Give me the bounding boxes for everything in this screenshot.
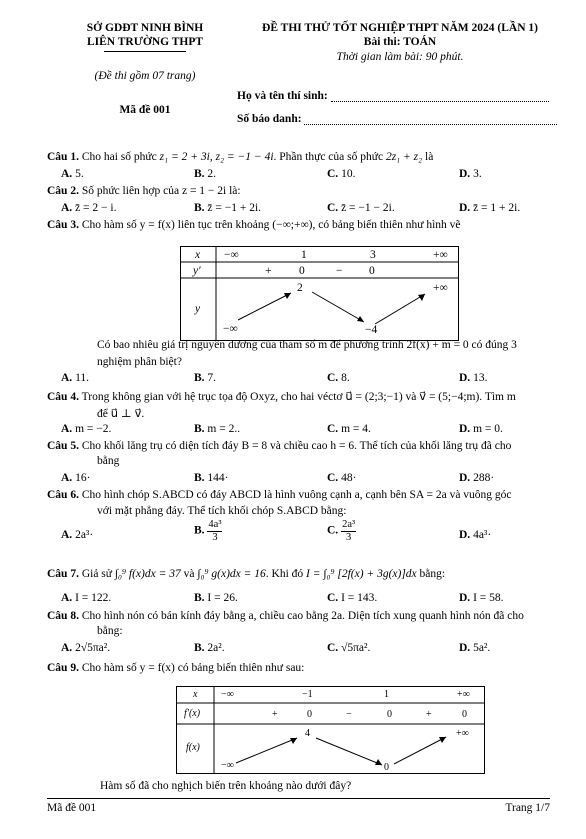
q3-x-val-3: 3 — [370, 249, 376, 261]
exam-subject: Bài thi: TOÁN — [363, 36, 437, 48]
q3-option-b: B. 7. — [194, 372, 217, 384]
q8-option-b: B. 2a². — [194, 642, 225, 654]
exam-time: Thời gian làm bài: 90 phút. — [336, 51, 464, 63]
footer-rule — [47, 798, 550, 799]
q1-option-c: C. 10. — [327, 168, 356, 180]
q7-option-a: A. I = 122. — [61, 592, 112, 604]
q9-sign-5: + — [426, 709, 432, 720]
q3-yprime-label: y′ — [193, 265, 201, 277]
q6-text-2: với mặt phẳng đáy. Thể tích khối chóp S.ABCD bằng: — [97, 505, 347, 517]
exam-code: Mã đề 001 — [119, 104, 171, 116]
q9-sign-3: − — [346, 709, 352, 720]
candidate-id-label: Số báo danh: — [237, 113, 557, 125]
question-1: Câu 1. Cho hai số phức z₁ = 2 + 3i, z₂ = −1 − 4i. Phần thực của số phức 2z₁ + z₂ là — [47, 151, 434, 163]
q9-f-val-pinf: +∞ — [456, 728, 469, 739]
q1-option-b: B. 2. — [194, 168, 217, 180]
q8-option-d: D. 5a². — [459, 642, 491, 654]
q9-f-label: f(x) — [186, 742, 200, 753]
header-pages-note: (Đề thi gồm 07 trang) — [94, 70, 196, 82]
q3-option-a: A. 11. — [61, 372, 90, 384]
q9-sign-2: 0 — [307, 709, 312, 720]
q8-option-a: A. 2√5πa². — [61, 642, 111, 654]
q3-variation-table — [180, 246, 459, 341]
q9-x-val-4: +∞ — [457, 689, 470, 700]
q3-y-val-max: 2 — [297, 282, 303, 294]
q5-option-b: B. 144· — [194, 472, 229, 484]
q5-option-d: D. 288· — [459, 472, 495, 484]
q6-option-b: B. $\frac{\text{4a³}}{3}$ — [194, 519, 222, 543]
q3-text-3: nghiệm phân biệt? — [97, 356, 182, 368]
question-7: Câu 7. Giả sử ∫₀⁹ f(x)dx = 37 và ∫₀⁹ g(x)dx = 16. Khi đó I = ∫₀⁹ [2f(x) + 3g(x)]dx bằng: — [47, 568, 446, 580]
q7-option-b: B. I = 26. — [194, 592, 238, 604]
q1-option-a: A. 5. — [61, 168, 84, 180]
q6-option-c: C. $\frac{\text{2a³}}{3}$ — [327, 519, 356, 543]
q3-x-label: x — [195, 249, 201, 261]
q3-sign-2: 0 — [299, 265, 305, 277]
q3-y-val-pinf: +∞ — [433, 282, 448, 294]
q8-option-c: C. √5πa². — [327, 642, 371, 654]
q5-option-a: A. 16· — [61, 472, 91, 484]
q8-text-2: bằng: — [97, 625, 123, 637]
q3-sign-4: 0 — [369, 265, 375, 277]
question-3: Câu 3. Cho hàm số y = f(x) liên tục trên khoảng (−∞;+∞), có bảng biến thiên như hình vẽ — [47, 219, 461, 231]
q9-sign-1: + — [272, 709, 278, 720]
header-dept: SỞ GDĐT NINH BÌNH — [86, 22, 204, 34]
q5-option-c: C. 48· — [327, 472, 357, 484]
q9-sign-6: 0 — [462, 709, 467, 720]
q2-option-b: B. z̄ = −1 + 2i. — [194, 202, 262, 214]
exam-title: ĐỀ THI THỬ TỐT NGHIỆP THPT NĂM 2024 (LẦN 1) — [262, 22, 538, 34]
header-school: LIÊN TRƯỜNG THPT — [86, 36, 204, 48]
q3-x-val-2: 1 — [301, 249, 307, 261]
q9-x-val-1: −∞ — [221, 689, 234, 700]
q9-f-val-min: 0 — [384, 762, 389, 773]
q5-text-2: bằng — [97, 455, 120, 467]
header-underline — [104, 51, 186, 52]
q3-sign-1: + — [265, 265, 272, 277]
question-2: Câu 2. Số phức liên hợp của z = 1 − 2i là: — [47, 185, 241, 197]
q3-y-val-minf: −∞ — [223, 323, 238, 335]
q3-y-val-min: −4 — [365, 324, 378, 336]
q9-f-val-max: 4 — [305, 728, 310, 739]
q9-sign-4: 0 — [387, 709, 392, 720]
q3-x-val-4: +∞ — [433, 249, 448, 261]
q7-option-d: D. I = 58. — [459, 592, 504, 604]
footer-page: Trang 1/7 — [505, 802, 550, 814]
q1-option-d: D. 3. — [459, 168, 482, 180]
q6-option-a: A. 2a³· — [61, 529, 94, 541]
q2-option-d: D. z̄ = 1 + 2i. — [459, 202, 521, 214]
q3-option-c: C. 8. — [327, 372, 350, 384]
q2-option-a: A. z̄ = 2 − i. — [61, 202, 117, 214]
q9-text-2: Hàm số đã cho nghịch biến trên khoảng nào dưới đây? — [100, 780, 352, 792]
question-6: Câu 6. Cho hình chóp S.ABCD có đáy ABCD là hình vuông cạnh a, cạnh bên SA = 2a và vuông góc — [47, 489, 512, 501]
q6-option-d: D. 4a³· — [459, 529, 492, 541]
q9-variation-table — [176, 686, 485, 774]
q2-option-c: C. z̄ = −1 − 2i. — [327, 202, 395, 214]
q3-x-val-1: −∞ — [224, 249, 239, 261]
candidate-name-label: Họ và tên thí sinh: — [237, 90, 549, 102]
question-5: Câu 5. Cho khối lăng trụ có diện tích đáy B = 8 và chiều cao h = 6. Thể tích của khối lăng trụ đã cho — [47, 440, 512, 452]
q9-x-label: x — [193, 689, 198, 700]
q4-option-b: B. m = 2.. — [194, 423, 241, 435]
q4-option-a: A. m = −2. — [61, 423, 112, 435]
footer-code: Mã đề 001 — [47, 802, 97, 814]
q9-fprime-label: f′(x) — [184, 708, 201, 719]
question-4: Câu 4. Trong không gian với hệ trục tọa độ Oxyz, cho hai véctơ u⃗ = (2;3;−1) và v⃗ = (5;−4;m). Tìm m — [47, 391, 516, 403]
q9-x-val-3: 1 — [384, 689, 389, 700]
q3-sign-3: − — [336, 265, 343, 277]
question-9: Câu 9. Cho hàm số y = f(x) có bảng biến thiên như sau: — [47, 662, 305, 674]
q3-y-label: y — [195, 303, 201, 315]
q9-x-val-2: −1 — [302, 689, 313, 700]
q3-text-2: Có bao nhiêu giá trị nguyên dương của tham số m để phương trình 2f(x) + m = 0 có đúng 3 — [97, 339, 517, 351]
q7-option-c: C. I = 143. — [327, 592, 378, 604]
q3-option-d: D. 13. — [459, 372, 488, 384]
q4-text-2: để u⃗ ⊥ v⃗. — [97, 408, 145, 420]
q4-option-c: C. m = 4. — [327, 423, 371, 435]
q4-option-d: D. m = 0. — [459, 423, 503, 435]
question-8: Câu 8. Cho hình nón có bán kính đáy bằng a, chiều cao bằng 2a. Diện tích xung quanh hình nón đã cho — [47, 610, 524, 622]
q9-f-val-minf: −∞ — [221, 760, 234, 771]
